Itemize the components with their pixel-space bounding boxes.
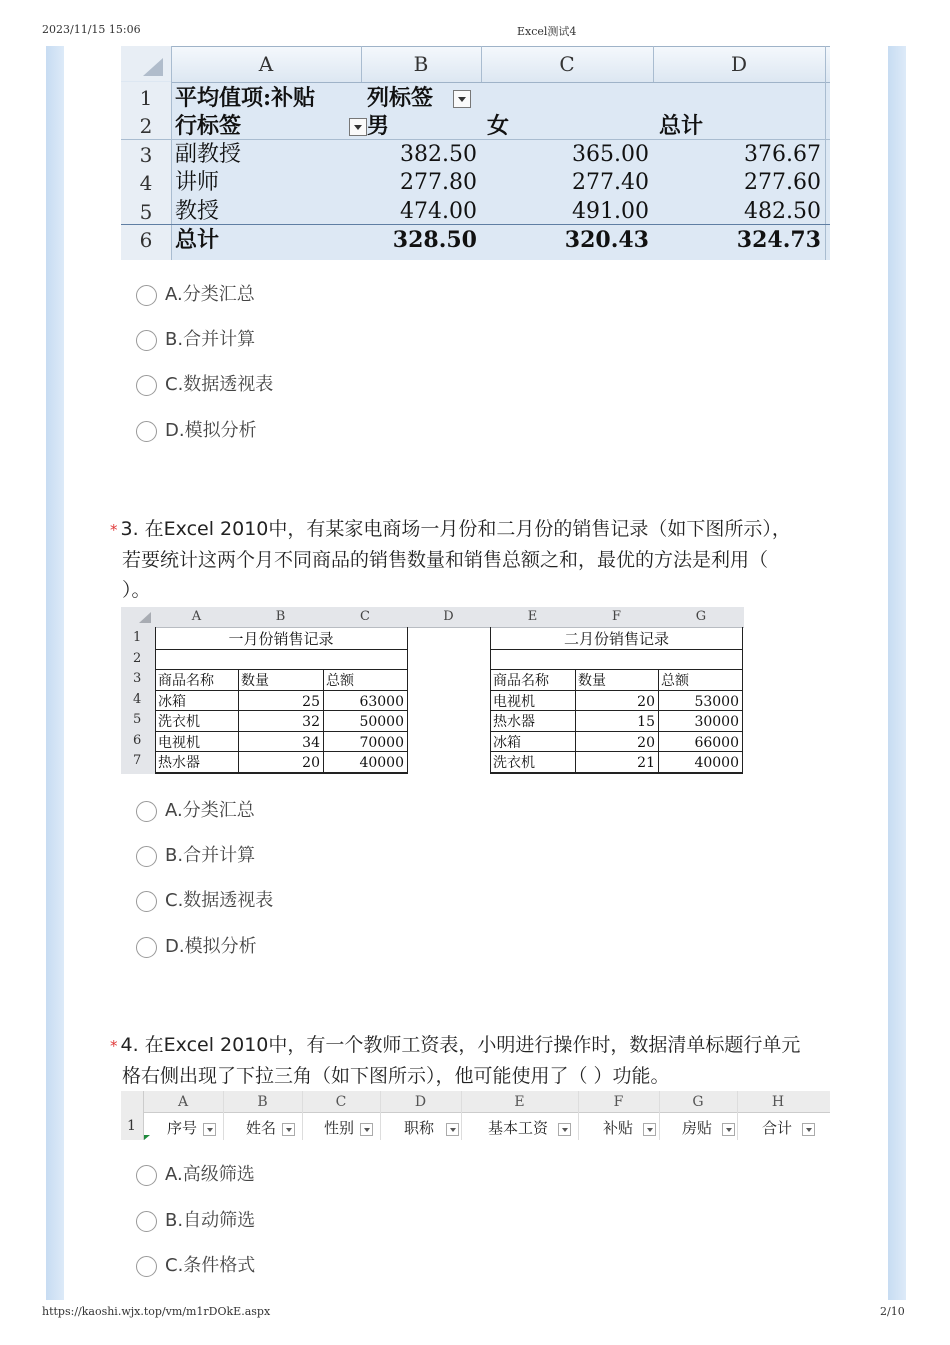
- filter-dropdown-icon[interactable]: [360, 1123, 373, 1136]
- required-star: *: [110, 521, 118, 539]
- filter-header-cell: 职称: [404, 1117, 459, 1138]
- filter-header-cell: 序号: [167, 1117, 216, 1138]
- pivot-cell: 365.00: [572, 142, 649, 167]
- pivot-row-label: 副教授: [175, 142, 242, 167]
- filter-header-cell: 性别: [324, 1117, 373, 1138]
- filter-header-image: 1 A B C D E F G H 序号 姓名 性别 职称 基本工资 补贴 房贴 合计: [121, 1091, 830, 1140]
- filter-header-cell: 基本工资: [488, 1117, 571, 1138]
- print-timestamp: 2023/11/15 15:06: [42, 23, 141, 36]
- pivot-cell: 277.80: [400, 170, 477, 195]
- required-star: *: [110, 1037, 118, 1055]
- col-header-a: A: [258, 52, 274, 76]
- row-number: 3: [139, 143, 153, 167]
- filter-header-cell: 合计: [762, 1117, 815, 1138]
- select-all-corner: [121, 46, 171, 81]
- jan-title: 一月份销售记录: [228, 630, 334, 648]
- pivot-cell: 482.50: [744, 199, 821, 224]
- radio-button[interactable]: [136, 421, 157, 442]
- pivot-cell: 320.43: [564, 227, 649, 253]
- row-number: 4: [139, 171, 153, 195]
- filter-dropdown-icon[interactable]: [446, 1123, 459, 1136]
- filter-dropdown-icon[interactable]: [558, 1123, 571, 1136]
- dropdown-arrow-icon[interactable]: [349, 118, 367, 136]
- pivot-header-female: 女: [487, 113, 510, 139]
- filter-header-cell: 补贴: [603, 1117, 656, 1138]
- filter-dropdown-icon[interactable]: [203, 1123, 216, 1136]
- radio-button[interactable]: [136, 375, 157, 396]
- green-corner-marker: [144, 1135, 150, 1140]
- pivot-row-label: 行标签: [175, 112, 361, 140]
- pivot-table-image: [121, 46, 830, 260]
- radio-button[interactable]: [136, 846, 157, 867]
- feb-title: 二月份销售记录: [563, 630, 669, 648]
- filter-dropdown-icon[interactable]: [282, 1123, 295, 1136]
- pivot-total-label: 总计: [175, 227, 220, 253]
- pivot-row-label: 讲师: [175, 170, 220, 195]
- dropdown-arrow-icon[interactable]: [453, 90, 471, 108]
- filter-header-cell: 姓名: [246, 1117, 295, 1138]
- pivot-cell: 474.00: [400, 199, 477, 224]
- pivot-value-field: 平均值项:补贴: [175, 85, 316, 111]
- radio-button[interactable]: [136, 937, 157, 958]
- sales-records-image: A B C D E F G 1 2 3 4 5 6 7 一月份销售记录 二月份销售记录 商品名称 数量 总额 商品名称 数量 总额 冰箱 25 63000 洗衣机 32 50000 电视机 34 70000 热水器 20 40000 电视机 20 53000 热水器 15 30000 冰箱 20 66000 洗衣机 21 40000: [121, 607, 744, 774]
- right-side-gradient: [888, 46, 906, 1300]
- row-number: 5: [139, 200, 153, 224]
- pivot-cell: 491.00: [572, 199, 649, 224]
- pivot-cell: 382.50: [400, 142, 477, 167]
- print-url: https://kaoshi.wjx.top/vm/m1rDOkE.aspx: [42, 1305, 271, 1318]
- pivot-cell: 277.40: [572, 170, 649, 195]
- filter-dropdown-icon[interactable]: [722, 1123, 735, 1136]
- row-number: 6: [139, 228, 153, 252]
- left-side-gradient: [46, 46, 64, 1300]
- filter-dropdown-icon[interactable]: [643, 1123, 656, 1136]
- filter-dropdown-icon[interactable]: [802, 1123, 815, 1136]
- pivot-row-label: 教授: [175, 199, 220, 224]
- radio-button[interactable]: [136, 1165, 157, 1186]
- radio-button[interactable]: [136, 1256, 157, 1277]
- question-3-title: * 3. 在Excel 2010中，有某家电商场一月份和二月份的销售记录（如下图所示）， 若要统计这两个月不同商品的销售数量和销售总额之和，最优的方法是利用（ ）。: [110, 518, 791, 601]
- col-header-c: C: [559, 52, 575, 76]
- print-page-number: 2/10: [880, 1305, 905, 1318]
- radio-button[interactable]: [136, 1211, 157, 1232]
- radio-button[interactable]: [136, 801, 157, 822]
- pivot-cell: 324.73: [736, 227, 821, 253]
- pivot-column-label: 列标签: [367, 84, 471, 112]
- filter-header-cell: 房贴: [682, 1117, 735, 1138]
- col-header-b: B: [413, 52, 429, 76]
- row-number: 2: [139, 114, 153, 138]
- print-title: Excel测试4: [517, 25, 577, 38]
- pivot-cell: 376.67: [744, 142, 821, 167]
- pivot-header-male: 男: [367, 113, 390, 139]
- col-header-d: D: [730, 52, 748, 76]
- pivot-header-total: 总计: [659, 113, 704, 139]
- radio-button[interactable]: [136, 330, 157, 351]
- radio-button[interactable]: [136, 285, 157, 306]
- row-number: 1: [139, 86, 153, 110]
- radio-button[interactable]: [136, 891, 157, 912]
- pivot-cell: 328.50: [392, 227, 477, 253]
- question-4-title: * 4. 在Excel 2010中，有一个教师工资表，小明进行操作时，数据清单标题行单元 格右侧出现了下拉三角（如下图所示），他可能使用了（ ）功能。: [110, 1034, 801, 1087]
- pivot-cell: 277.60: [744, 170, 821, 195]
